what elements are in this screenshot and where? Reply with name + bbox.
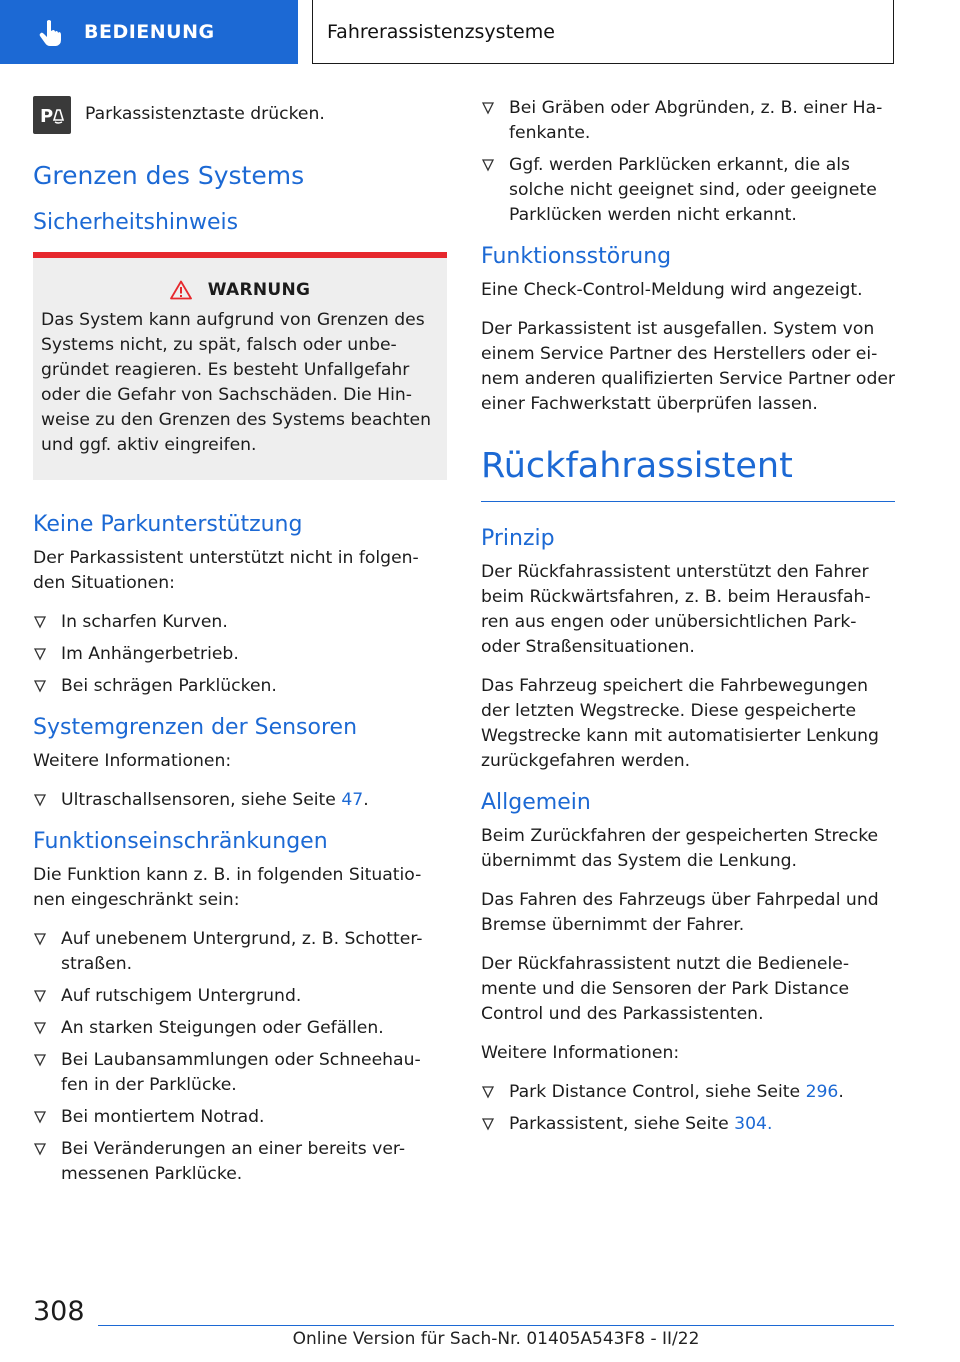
list-item-text: Bei Veränderungen an einer bereits ver-messenen Parklücke. xyxy=(61,1139,406,1184)
list-item xyxy=(33,642,447,667)
stoerung-p2: Der Parkassistent ist ausgefallen. System von einem Service Partner des Herstellers oder ei-nem anderen qualifizierten Service Partner oder einer Fachwerkstatt überprüfen lassen. xyxy=(481,319,896,414)
triangle-bullet-icon xyxy=(33,646,47,662)
list-item-text: Bei schrägen Parklücken. xyxy=(61,676,277,696)
park-button-text: Parkassistenztaste drücken. xyxy=(85,104,325,124)
list-item-text: Im Anhängerbetrieb. xyxy=(61,644,239,664)
list-item-text: In scharfen Kurven. xyxy=(61,612,228,632)
allgemein-p2: Das Fahren des Fahrzeugs über Fahrpedal und Bremse übernimmt der Fahrer. xyxy=(481,890,879,935)
park-button-instruction xyxy=(33,96,447,134)
list-item xyxy=(33,1137,447,1187)
funktion-list xyxy=(33,927,447,1187)
list-item-end: . xyxy=(766,1114,773,1134)
triangle-bullet-icon xyxy=(33,931,47,947)
allgemein-p1: Beim Zurückfahren der gespeicherten Strecke übernimmt das System die Lenkung. xyxy=(481,826,879,871)
warning-title: WARNUNG xyxy=(207,280,311,300)
prinzip-p1: Der Rückfahrassistent unterstützt den Fahrer beim Rückwärtsfahren, z. B. beim Herausfah-ren aus engen oder unübersichtlichen Park-oder Straßensituationen. xyxy=(481,562,871,657)
heading-prinzip: Prinzip xyxy=(481,526,555,551)
list-item xyxy=(33,984,447,1009)
list-item xyxy=(33,788,447,813)
warning-header xyxy=(41,280,439,300)
footer-online-version: Online Version für Sach-Nr. 01405A543F8 - II/22 xyxy=(292,1329,700,1349)
list-item-text: Ultraschallsensoren, siehe Seite xyxy=(61,790,342,810)
funktion-list-continued xyxy=(481,96,895,228)
section-tab xyxy=(0,0,298,64)
right-column xyxy=(481,96,895,1151)
page-link[interactable]: 47 xyxy=(341,790,364,810)
list-item xyxy=(481,96,895,146)
allgemein-p4: Weitere Informationen: xyxy=(481,1043,680,1063)
triangle-bullet-icon xyxy=(33,1141,47,1157)
list-item-end: . xyxy=(838,1082,844,1102)
triangle-bullet-icon xyxy=(481,100,495,116)
funktion-intro: Die Funktion kann z. B. in folgenden Situatio-nen eingeschränkt sein: xyxy=(33,865,422,910)
warning-text: Das System kann aufgrund von Grenzen des Systems nicht, zu spät, falsch oder unbe-gründet reagieren. Es besteht Unfallgefahr oder die Gefahr von Sachschäden. Die Hin-weise zu den Grenzen des Systems beachten und ggf. aktiv eingreifen. xyxy=(41,310,432,455)
page-link[interactable]: 304 xyxy=(734,1114,767,1134)
list-item xyxy=(33,1016,447,1041)
page-link[interactable]: 296 xyxy=(805,1082,839,1102)
list-item xyxy=(481,1080,895,1105)
svg-text:P: P xyxy=(40,106,54,127)
triangle-bullet-icon xyxy=(33,1020,47,1036)
triangle-bullet-icon xyxy=(33,792,47,808)
list-item xyxy=(33,610,447,635)
keine-intro: Der Parkassistent unterstützt nicht in folgen-den Situationen: xyxy=(33,548,419,593)
hand-pointer-icon xyxy=(38,17,68,47)
heading-rueckfahrassistent: Rückfahrassistent xyxy=(481,443,895,502)
triangle-bullet-icon xyxy=(33,678,47,694)
prinzip-p2: Das Fahrzeug speichert die Fahrbewegungen der letzten Wegstrecke. Diese gespeicherte Wegstrecke kann mit automatisierter Lenkung zurückgefahren werden. xyxy=(481,676,879,771)
heading-funktionseinschraenkungen: Funktionseinschränkungen xyxy=(33,829,328,854)
keine-list xyxy=(33,610,447,699)
heading-grenzen: Grenzen des Systems xyxy=(33,161,305,190)
list-item xyxy=(481,1112,895,1137)
list-item-text: An starken Steigungen oder Gefällen. xyxy=(61,1018,384,1038)
page-number: 308 xyxy=(33,1296,85,1327)
left-column xyxy=(33,96,447,1201)
heading-funktionsstoerung: Funktionsstörung xyxy=(481,244,672,269)
chapter-title: Fahrerassistenzsysteme xyxy=(327,20,555,43)
list-item-end: . xyxy=(363,790,369,810)
section-title: BEDIENUNG xyxy=(84,21,215,43)
list-item xyxy=(33,1048,447,1098)
sensoren-intro: Weitere Informationen: xyxy=(33,751,232,771)
warning-box xyxy=(33,252,447,480)
list-item-text: Parkassistent, siehe Seite xyxy=(509,1114,735,1134)
allgemein-links xyxy=(481,1080,895,1137)
triangle-bullet-icon xyxy=(33,988,47,1004)
triangle-bullet-icon xyxy=(481,1084,495,1100)
heading-allgemein: Allgemein xyxy=(481,790,591,815)
list-item-text: Ggf. werden Parklücken erkannt, die als solche nicht geeignet sind, oder geeignete Parklücken werden nicht erkannt. xyxy=(509,155,877,225)
triangle-bullet-icon xyxy=(33,614,47,630)
list-item xyxy=(33,1105,447,1130)
stoerung-p1: Eine Check-Control-Meldung wird angezeigt. xyxy=(481,280,863,300)
triangle-bullet-icon xyxy=(481,1116,495,1132)
triangle-bullet-icon xyxy=(33,1109,47,1125)
warning-triangle-icon xyxy=(170,280,192,300)
list-item-text: Park Distance Control, siehe Seite xyxy=(509,1082,806,1102)
list-item-text: Auf rutschigem Untergrund. xyxy=(61,986,302,1006)
triangle-bullet-icon xyxy=(33,1052,47,1068)
list-item-text: Bei Gräben oder Abgründen, z. B. einer Ha-fenkante. xyxy=(509,98,883,143)
parking-assistant-button-icon xyxy=(33,96,71,134)
list-item xyxy=(481,153,895,228)
list-item-text: Auf unebenem Untergrund, z. B. Schotter-straßen. xyxy=(61,929,423,974)
heading-keine-parkunterstuetzung: Keine Parkunterstützung xyxy=(33,512,303,537)
triangle-bullet-icon xyxy=(481,157,495,173)
footer-divider xyxy=(98,1325,894,1326)
list-item-text: Bei montiertem Notrad. xyxy=(61,1107,265,1127)
list-item xyxy=(33,674,447,699)
heading-sicherheit: Sicherheitshinweis xyxy=(33,210,239,235)
allgemein-p3: Der Rückfahrassistent nutzt die Bedienele-mente und die Sensoren der Park Distance Control und des Parkassistenten. xyxy=(481,954,850,1024)
list-item-text: Bei Laubansammlungen oder Schneehau-fen in der Parklücke. xyxy=(61,1050,421,1095)
heading-systemgrenzen-sensoren: Systemgrenzen der Sensoren xyxy=(33,715,358,740)
list-item xyxy=(33,927,447,977)
sensoren-list xyxy=(33,788,447,813)
chapter-tab xyxy=(312,0,894,64)
